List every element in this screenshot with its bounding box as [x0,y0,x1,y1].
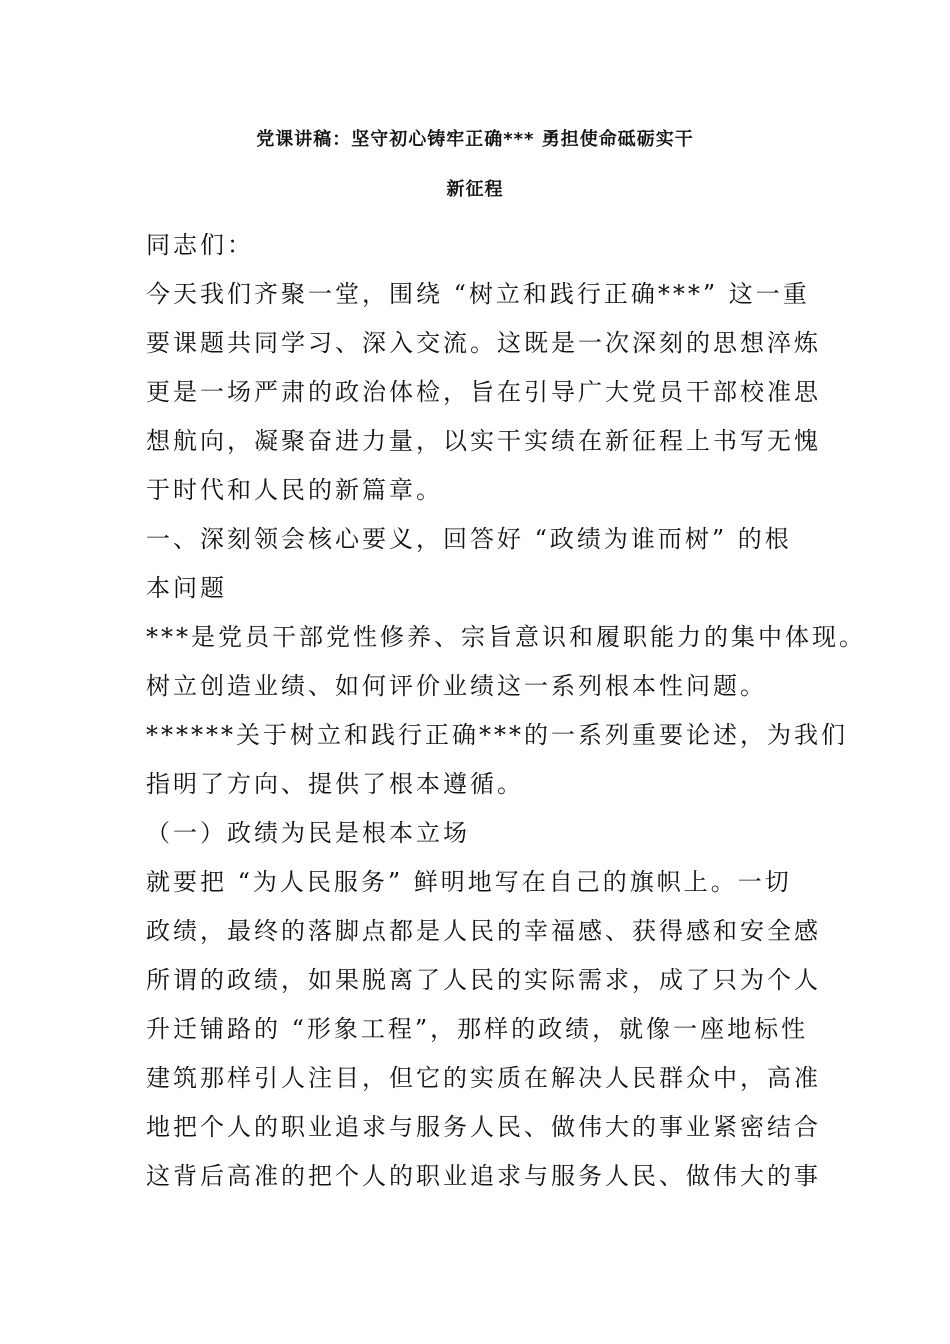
paragraph-line: 指明了方向、提供了根本遵循。 [146,770,524,798]
document-title-line-2: 新征程 [446,179,504,200]
paragraph-line: 今天我们齐聚一堂，围绕 “树立和践行正确***” 这一重 [146,280,810,308]
section-heading-line: 一、深刻领会核心要义，回答好 “政绩为谁而树” 的根 [146,525,792,553]
greeting: 同志们： [146,231,254,259]
paragraph-line: 地把个人的职业追求与服务人民、做伟大的事业紧密结合 [146,1113,821,1141]
paragraph-line: 建筑那样引人注目，但它的实质在解决人民群众中，高准 [146,1064,821,1092]
paragraph-line: 更是一场严肃的政治体检，旨在引导广大党员干部校准思 [146,378,821,406]
paragraph-line: 想航向，凝聚奋进力量，以实干实绩在新征程上书写无愧 [146,427,821,455]
paragraph-line: 于时代和人民的新篇章。 [146,476,443,504]
paragraph-line: 政绩，最终的落脚点都是人民的幸福感、获得感和安全感 [146,917,821,945]
paragraph-line: 升迁铺路的 “形象工程”，那样的政绩，就像一座地标性 [146,1015,809,1043]
paragraph-line: ***是党员干部党性修养、宗旨意识和履职能力的集中体现。 [146,623,866,651]
section-heading-line: 本问题 [146,574,227,602]
paragraph-line: 树立创造业绩、如何评价业绩这一系列根本性问题。 [146,672,767,700]
paragraph-line: ******关于树立和践行正确***的一系列重要论述，为我们 [146,721,848,749]
paragraph-line: 要课题共同学习、深入交流。这既是一次深刻的思想淬炼 [146,329,821,357]
paragraph-line: 所谓的政绩，如果脱离了人民的实际需求，成了只为个人 [146,966,821,994]
paragraph-line: 这背后高准的把个人的职业追求与服务人民、做伟大的事 [146,1162,821,1190]
paragraph-line: 就要把 “为人民服务” 鲜明地写在自己的旗帜上。一切 [146,868,792,896]
subsection-heading: （一）政绩为民是根本立场 [146,819,470,847]
document-title-line-1: 党课讲稿：坚守初心铸牢正确*** 勇担使命砥砺实干 [256,129,694,150]
